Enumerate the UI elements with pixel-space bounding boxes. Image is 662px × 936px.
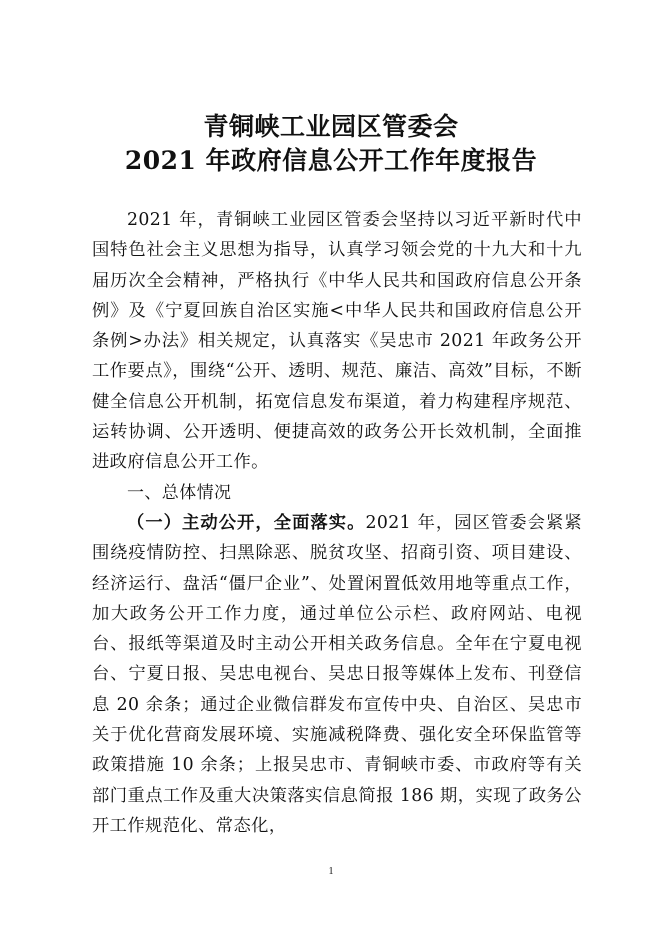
document-body [92,205,582,841]
intro-paragraph: 2021 年，青铜峡工业园区管委会坚持以习近平新时代中国特色社会主义思想为指导，认真学习领会党的十九大和十九届历次全会精神，严格执行《中华人民共和国政府信息公开条例》及《宁夏回族自治区实施<中华人民共和国政府信息公开条例>办法》相关规定，认真落实《吴忠市 2021 年政务公开工作要点》，围绕“公开、透明、规范、廉洁、高效”目标，不断健全信息公开机制，拓宽信息发布渠道，着力构建程序规范、运转协调、公开透明、便捷高效的政务公开长效机制，全面推进政府信息公开工作。 [92,210,582,473]
section1-heading: 一、总体情况 [127,482,232,503]
page-number: 1 [328,866,334,877]
document-title-line2: 2021 年政府信息公开工作年度报告 [124,146,538,175]
section1-sub1-paragraph [92,508,582,841]
section1-sub1-lead: （一）主动公开，全面落实。 [127,512,366,533]
document-title-line1: 青铜峡工业园区管委会 [203,112,459,141]
section1-sub1-text: 2021 年，园区管委会紧紧围绕疫情防控、扫黑除恶、脱贫攻坚、招商引资、项目建设、经济运行、盘活“僵尸企业”、处置闲置低效用地等重点工作，加大政务公开工作力度，通过单位公示栏、政府网站、电视台、报纸等渠道及时主动公开相关政务信息。全年在宁夏电视台、宁夏日报、吴忠电视台、吴忠日报等媒体上发布、刊登信息 20 余条；通过企业微信群发布宣传中央、自治区、吴忠市关于优化营商发展环境、实施减税降费、强化安全环保监管等政策措施 10 余条；上报吴忠市、青铜峡市委、市政府等有关部门重点工作及重大决策落实信息简报 186 期，实现了政务公开工作规范化、常态化， [92,512,583,836]
